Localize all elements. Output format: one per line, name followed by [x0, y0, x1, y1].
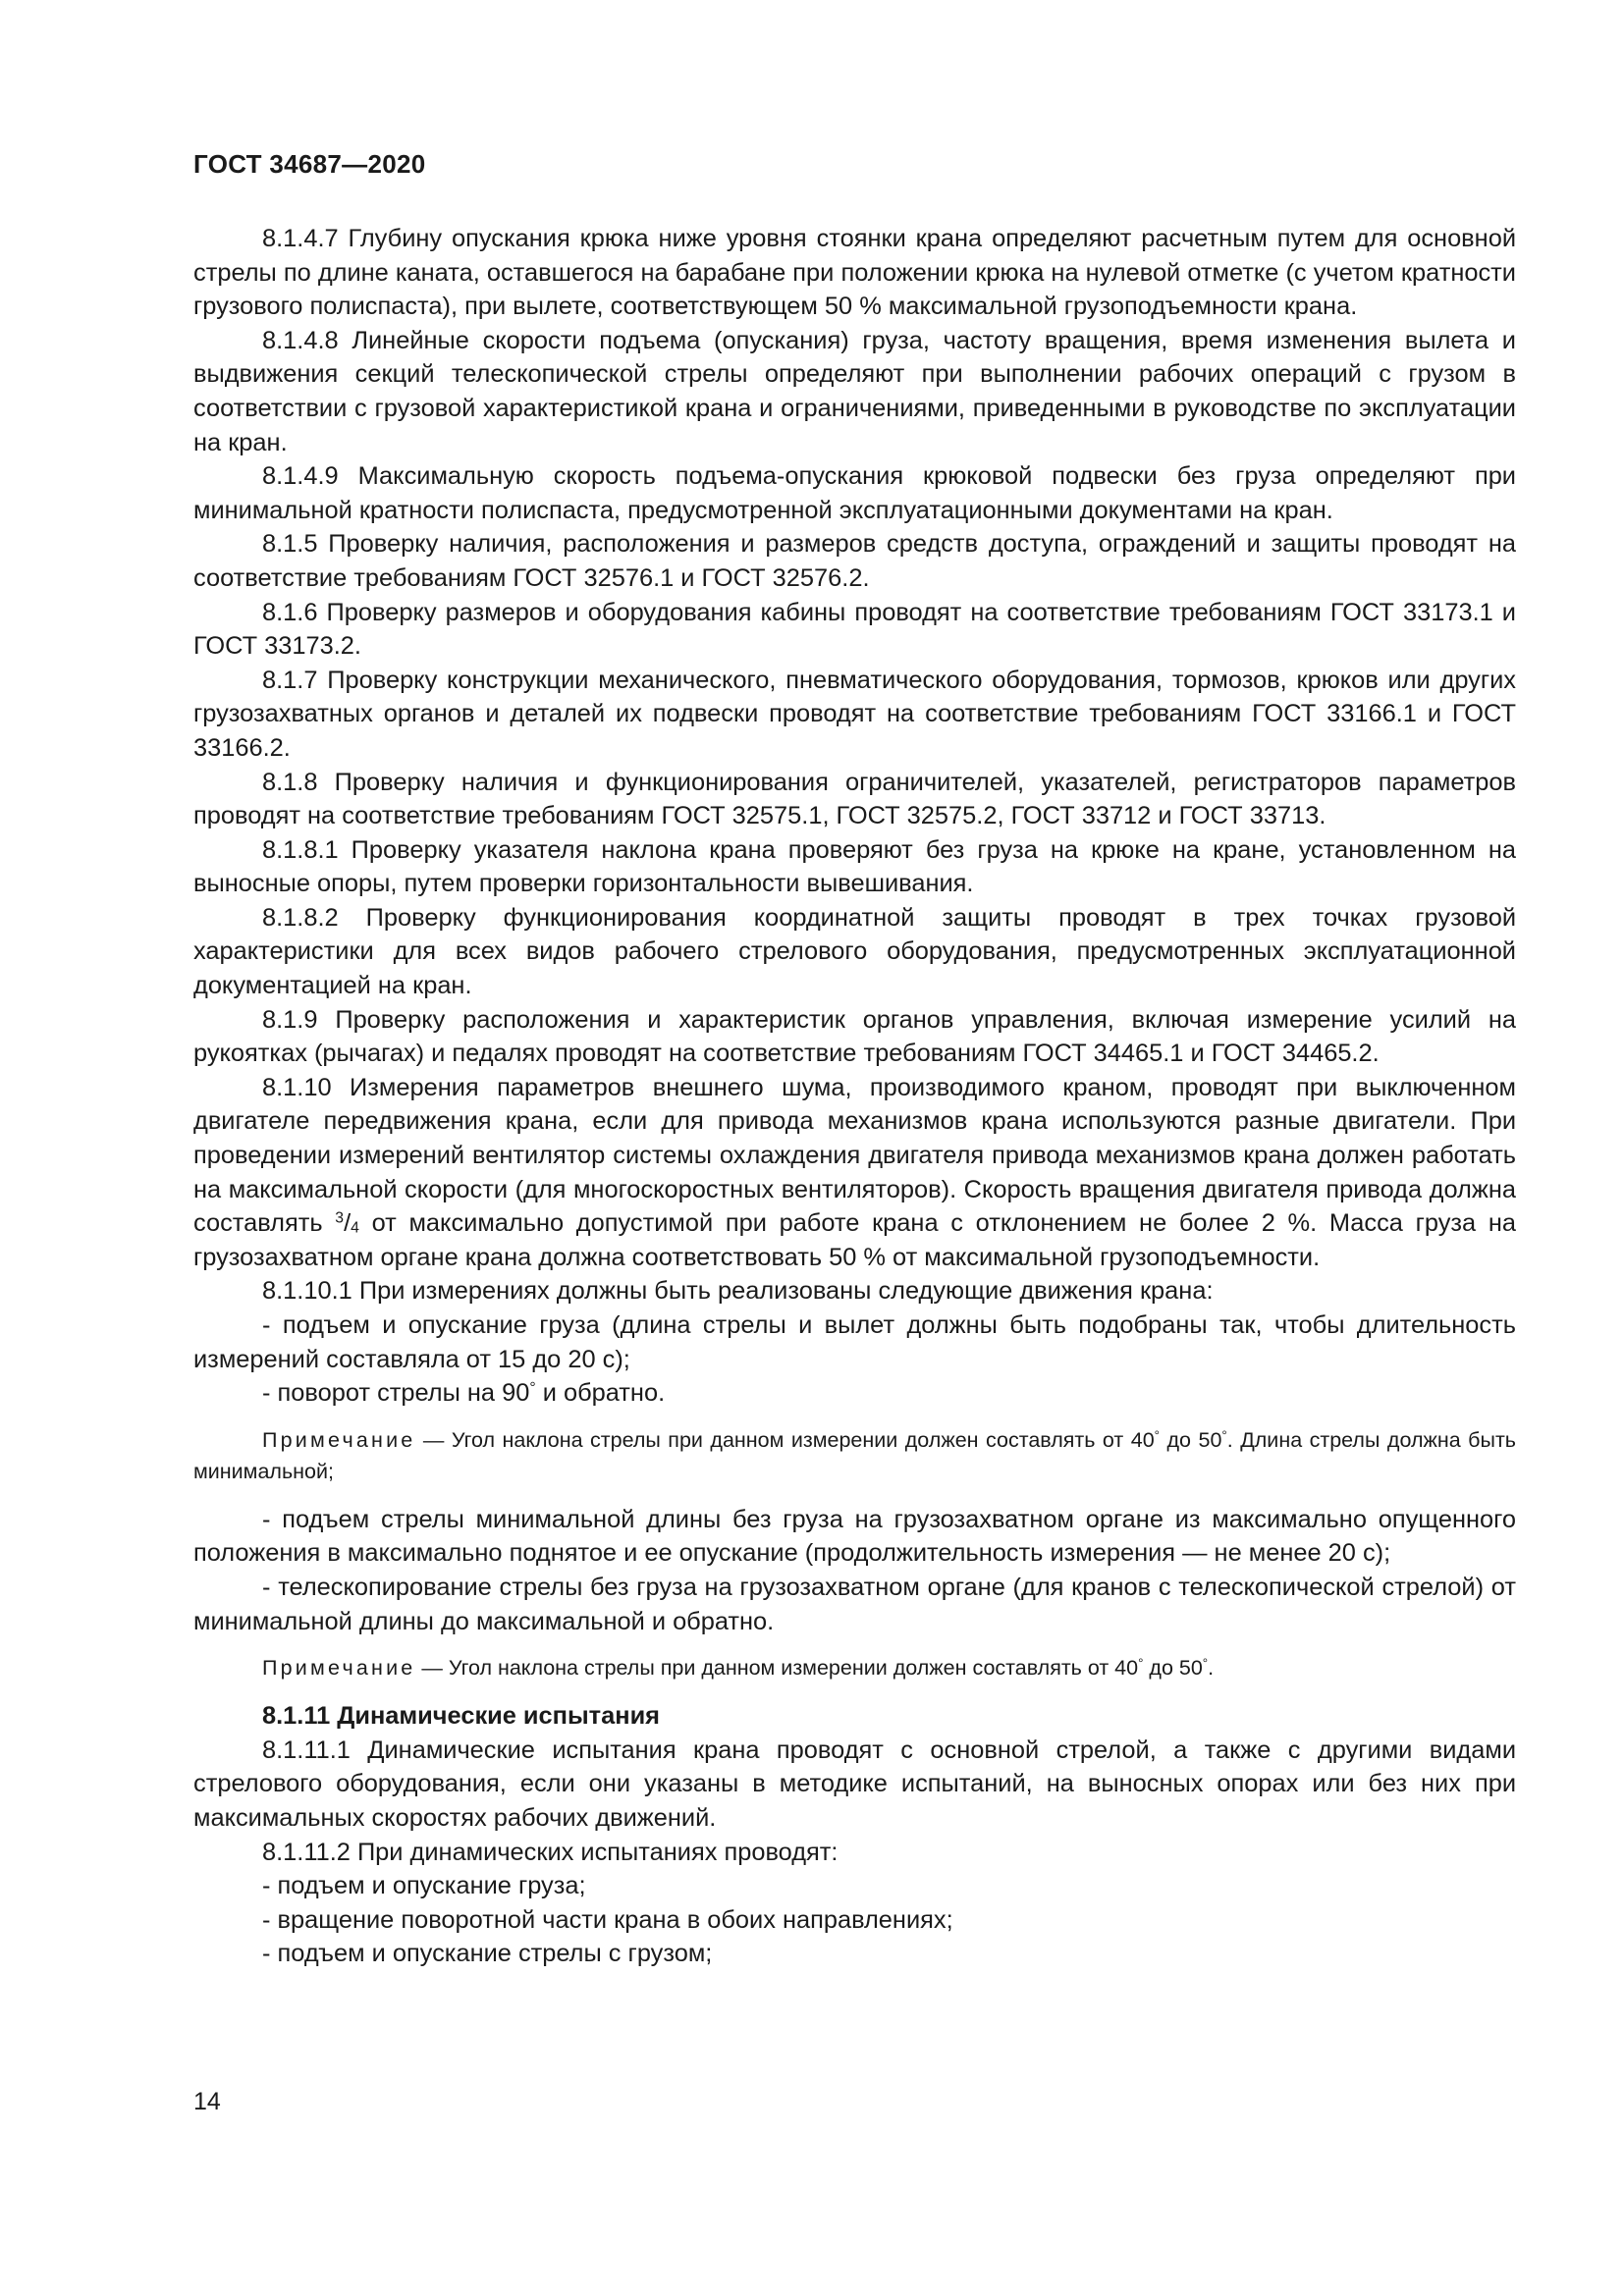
paragraph-8-1-5: 8.1.5 Проверку наличия, расположения и размеров средств доступа, ограждений и защиты проводят на соответствие требованиям ГОСТ 32576.1 и ГОСТ 32576.2.	[193, 530, 1516, 592]
note-1: Примечание — Угол наклона стрелы при данном измерении должен составлять от 40° до 50°. Длина стрелы должна быть минимальной;	[193, 1427, 1516, 1483]
paragraph-8-1-9: 8.1.9 Проверку расположения и характеристик органов управления, включая измерение усилий на рукоятках (рычагах) и педалях проводят на соответствие требованиям ГОСТ 34465.1 и ГОСТ 34465.2.	[193, 1005, 1516, 1068]
paragraph-8-1-8-1: 8.1.8.1 Проверку указателя наклона крана проверяют без груза на крюке на кране, установленном на выносные опоры, путем проверки горизонтальности вывешивания.	[193, 835, 1516, 898]
document-body	[193, 222, 1516, 1971]
degree-sign: °	[529, 1379, 536, 1397]
degree-sign: °	[1138, 1655, 1144, 1671]
degree-sign: °	[1221, 1427, 1227, 1443]
paragraph-8-1-4-9: 8.1.4.9 Максимальную скорость подъема-опускания крюковой подвески без груза определяют при минимальной кратности полиспаста, предусмотренной эксплуатационными документами на кран.	[193, 462, 1516, 524]
paragraph-8-1-4-7: 8.1.4.7 Глубину опускания крюка ниже уровня стоянки крана определяют расчетным путем для основной стрелы по длине каната, оставшегося на барабане при положении крюка на нулевой отметке (с учетом кратности грузового полиспаста), при вылете, соответствующем 50 % максимальной грузоподъемности крана.	[193, 225, 1516, 321]
list-item: - подъем и опускание груза (длина стрелы и вылет должны быть подобраны так, чтобы длительность измерений составляла от 15 до 20 с);	[193, 1311, 1516, 1373]
paragraph-8-1-8-2: 8.1.8.2 Проверку функционирования координатной защиты проводят в трех точках грузовой характеристики для всех видов рабочего стрелового оборудования, предусмотренных эксплуатационной документацией на кран.	[193, 903, 1516, 1000]
paragraph-8-1-10-part-b: от максимально допустимой при работе крана с отклонением не более 2 %. Масса груза на грузозахватном органе крана должна соответствовать 50 % от максимальной грузоподъемности.	[193, 1209, 1517, 1271]
degree-sign: °	[1202, 1655, 1209, 1671]
list-item: - вращение поворотной части крана в обоих направлениях;	[262, 1905, 953, 1934]
paragraph-8-1-10-part-a: 8.1.10 Измерения параметров внешнего шума, производимого краном, проводят при выключенном двигателе передвижения крана, если для привода механизмов крана используются разные двигатели. При проведении измерений вентилятор системы охлаждения двигателя привода механизмов крана должен работать на максимальной скорости (для многоскоростных вентиляторов). Скорость вращения двигателя привода должна составлять	[193, 1073, 1516, 1238]
paragraph-8-1-8: 8.1.8 Проверку наличия и функционирования ограничителей, указателей, регистраторов параметров проводят на соответствие требованиям ГОСТ 32575.1, ГОСТ 32575.2, ГОСТ 33712 и ГОСТ 33713.	[193, 768, 1516, 830]
list-item: - подъем и опускание груза;	[262, 1872, 586, 1900]
paragraph-8-1-7: 8.1.7 Проверку конструкции механического, пневматического оборудования, тормозов, крюков или других грузозахватных органов и деталей их подвески проводят на соответствие требованиям ГОСТ 33166.1 и ГОСТ 33166.2.	[193, 666, 1516, 762]
paragraph-8-1-11-2: 8.1.11.2 При динамических испытаниях проводят:	[262, 1838, 839, 1866]
degree-sign: °	[1154, 1427, 1161, 1443]
fraction-numerator: 3	[335, 1209, 345, 1227]
section-heading-8-1-11: 8.1.11 Динамические испытания	[262, 1702, 660, 1731]
list-item: - телескопирование стрелы без груза на грузозахватном органе (для кранов с телескопической стрелой) от минимальной длины до максимальной и обратно.	[193, 1573, 1516, 1635]
document-header: ГОСТ 34687—2020	[193, 149, 426, 179]
note-2: Примечание — Угол наклона стрелы при данном измерении должен составлять от 40° до 50°.	[262, 1655, 1215, 1681]
paragraph-8-1-4-8: 8.1.4.8 Линейные скорости подъема (опускания) груза, частоту вращения, время изменения вылета и выдвижения секций телескопической стрелы определяют при выполнении рабочих операций с грузом в соответствии с грузовой характеристикой крана и ограничениями, приведенными в руководстве по эксплуатации на кран.	[193, 326, 1516, 456]
fraction-denominator: 4	[351, 1219, 359, 1237]
list-item: - подъем стрелы минимальной длины без груза на грузозахватном органе из максимально опущенного положения в максимально поднятое и ее опускание (продолжительность измерения — не менее 20 с);	[193, 1505, 1516, 1568]
paragraph-8-1-11-1: 8.1.11.1 Динамические испытания крана проводят с основной стрелой, а также с другими видами стрелового оборудования, если они указаны в методике испытаний, на выносных опорах или без них при максимальных скоростях рабочих движений.	[193, 1735, 1516, 1832]
list-item: - поворот стрелы на 90° и обратно.	[262, 1379, 666, 1408]
page-number: 14	[193, 2088, 221, 2115]
paragraph-8-1-6: 8.1.6 Проверку размеров и оборудования кабины проводят на соответствие требованиям ГОСТ 33173.1 и ГОСТ 33173.2.	[193, 598, 1516, 661]
note-label: Примечание	[262, 1656, 416, 1681]
list-item: - подъем и опускание стрелы с грузом;	[262, 1940, 713, 1968]
paragraph-8-1-10-1: 8.1.10.1 При измерениях должны быть реализованы следующие движения крана:	[262, 1277, 1214, 1306]
note-label: Примечание	[262, 1427, 416, 1452]
paragraph-8-1-10: 8.1.10 Измерения параметров внешнего шума, производимого краном, проводят при выключенном двигателе передвижения крана, если для привода механизмов крана используются разные двигатели. При проведении измерений вентилятор системы охлаждения двигателя привода механизмов крана должен работать на максимальной скорости (для многоскоростных вентиляторов). Скорость вращения двигателя привода должна составлять $^3/_4$ от максимально допустимой при работе крана с отклонением не более 2 %. Масса груза на грузозахватном органе крана должна соответствовать 50 % от максимальной грузоподъемности.	[193, 1073, 1517, 1271]
